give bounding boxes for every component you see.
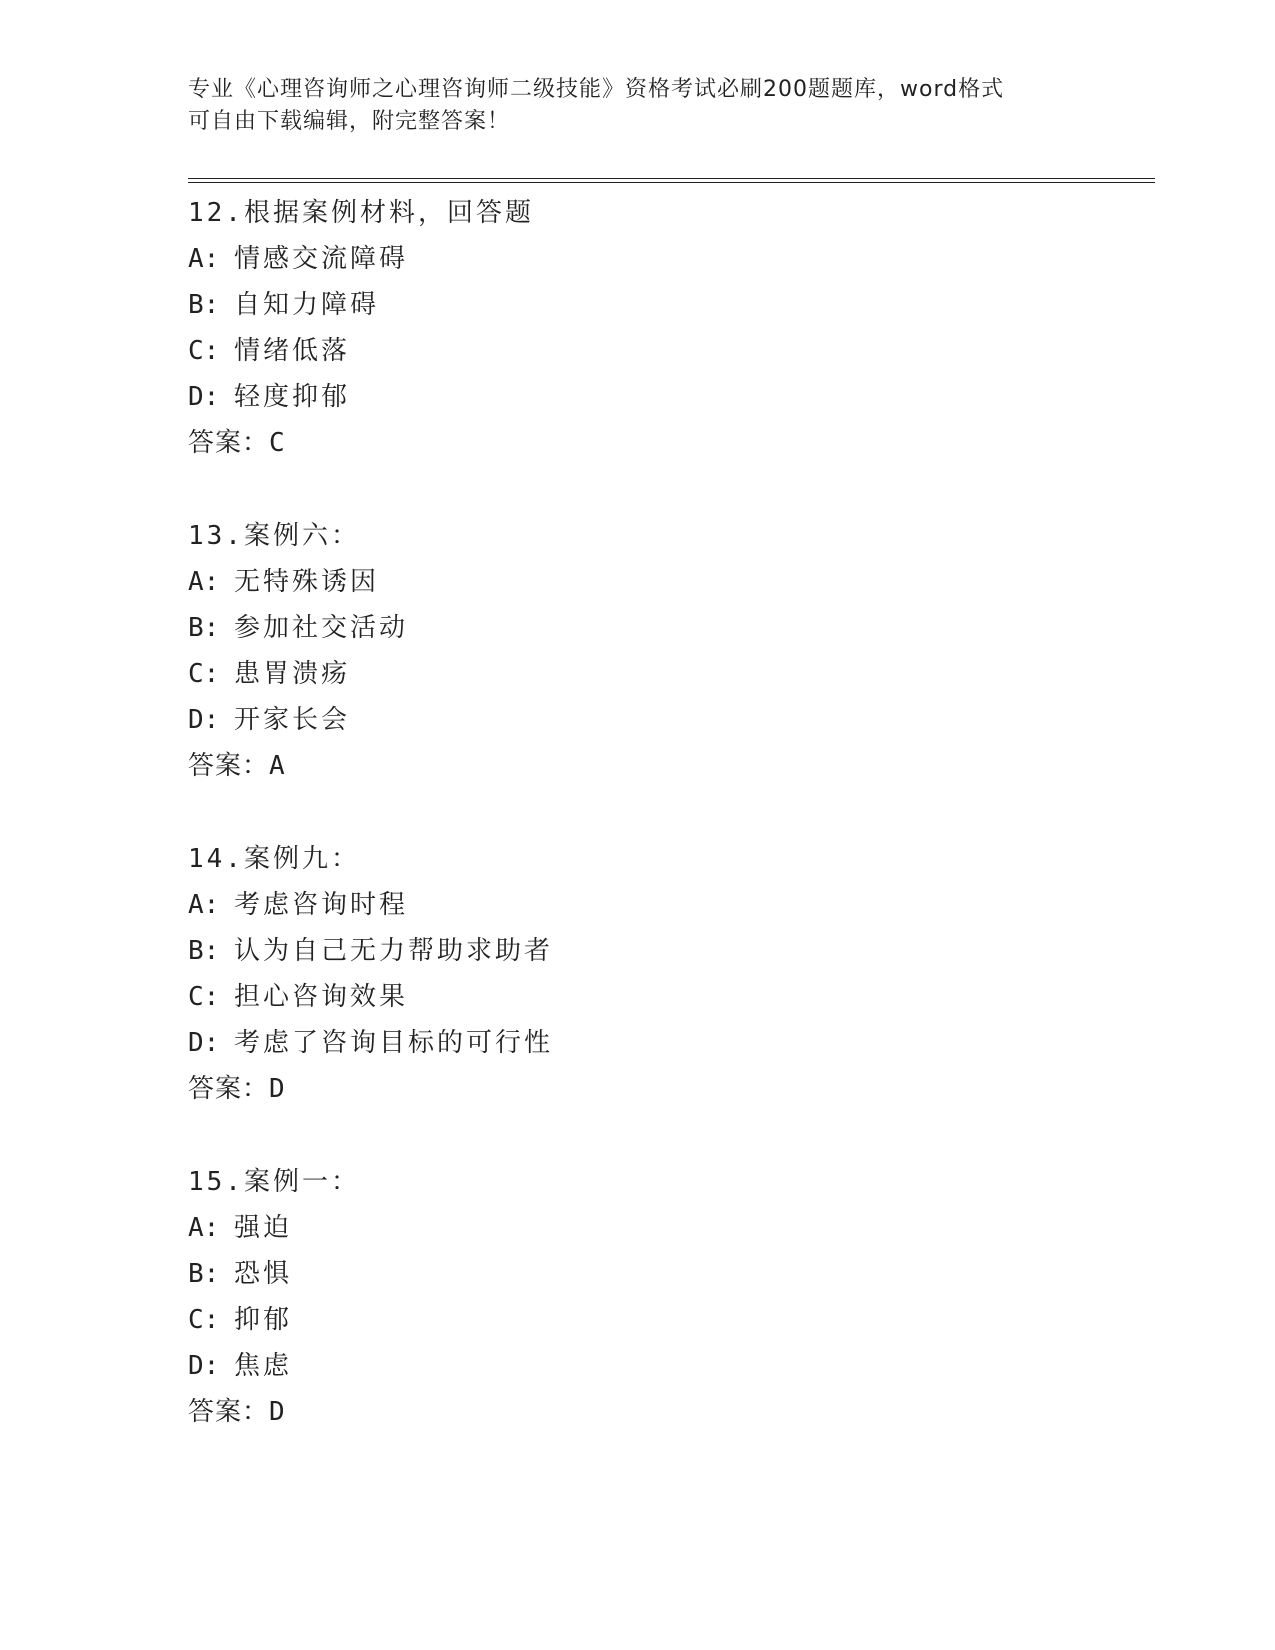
option-letter: C: [188,1305,220,1335]
option-letter: C: [188,982,220,1012]
option-text: 焦虑 [234,1351,293,1381]
header-line-2: 可自由下载编辑，附完整答案！ [188,109,511,134]
option-letter: A: [188,1213,220,1243]
option-b [188,1251,1148,1297]
option-text: 情绪低落 [234,336,351,366]
option-letter: D: [188,1028,220,1058]
header-line-1: 专业《心理咨询师之心理咨询师二级技能》资格考试必刷200题题库，word格式 [188,77,1005,102]
header-divider-bottom [188,182,1155,183]
option-b [188,605,1148,651]
option-letter: A: [188,244,220,274]
option-letter: D: [188,382,220,412]
option-text: 无特殊诱因 [234,567,380,597]
option-c [188,328,1148,374]
option-text: 考虑了咨询目标的可行性 [234,1028,554,1058]
option-letter: B: [188,936,220,966]
option-letter: C: [188,659,220,689]
answer-line [188,1066,1148,1112]
header-divider-top [188,178,1155,179]
option-text: 抑郁 [234,1305,293,1335]
question-15 [188,1159,1148,1435]
option-d [188,374,1148,420]
option-text: 恐惧 [234,1259,293,1289]
answer-value: A [269,751,286,781]
option-c [188,651,1148,697]
question-title: 14.案例九： [188,844,360,874]
question-title: 13.案例六： [188,521,360,551]
option-text: 患胃溃疡 [234,659,351,689]
document-header [188,74,1088,138]
option-letter: B: [188,290,220,320]
option-letter: D: [188,705,220,735]
option-b [188,928,1148,974]
answer-label: 答案： [188,428,270,458]
option-letter: C: [188,336,220,366]
option-d [188,1020,1148,1066]
option-letter: A: [188,890,220,920]
option-text: 认为自己无力帮助求助者 [234,936,554,966]
option-text: 担心咨询效果 [234,982,409,1012]
question-14 [188,836,1148,1112]
question-title: 15.案例一： [188,1167,360,1197]
option-a [188,559,1148,605]
option-d [188,1343,1148,1389]
answer-line [188,1389,1148,1435]
option-letter: D: [188,1351,220,1381]
question-title: 12.根据案例材料，回答题 [188,198,534,228]
answer-line [188,743,1148,789]
answer-value: D [269,1074,286,1104]
option-d [188,697,1148,743]
answer-label: 答案： [188,751,270,781]
option-letter: B: [188,1259,220,1289]
option-a [188,236,1148,282]
answer-value: D [269,1397,286,1427]
question-list [188,190,1148,1482]
option-text: 强迫 [234,1213,293,1243]
option-c [188,1297,1148,1343]
option-letter: A: [188,567,220,597]
option-text: 情感交流障碍 [234,244,409,274]
option-b [188,282,1148,328]
option-letter: B: [188,613,220,643]
option-a [188,1205,1148,1251]
option-c [188,974,1148,1020]
option-text: 考虑咨询时程 [234,890,409,920]
answer-line [188,420,1148,466]
option-text: 参加社交活动 [234,613,409,643]
option-text: 轻度抑郁 [234,382,351,412]
option-text: 自知力障碍 [234,290,380,320]
option-text: 开家长会 [234,705,351,735]
answer-label: 答案： [188,1074,270,1104]
answer-value: C [269,428,286,458]
option-a [188,882,1148,928]
answer-label: 答案： [188,1397,270,1427]
question-12 [188,190,1148,466]
question-13 [188,513,1148,789]
